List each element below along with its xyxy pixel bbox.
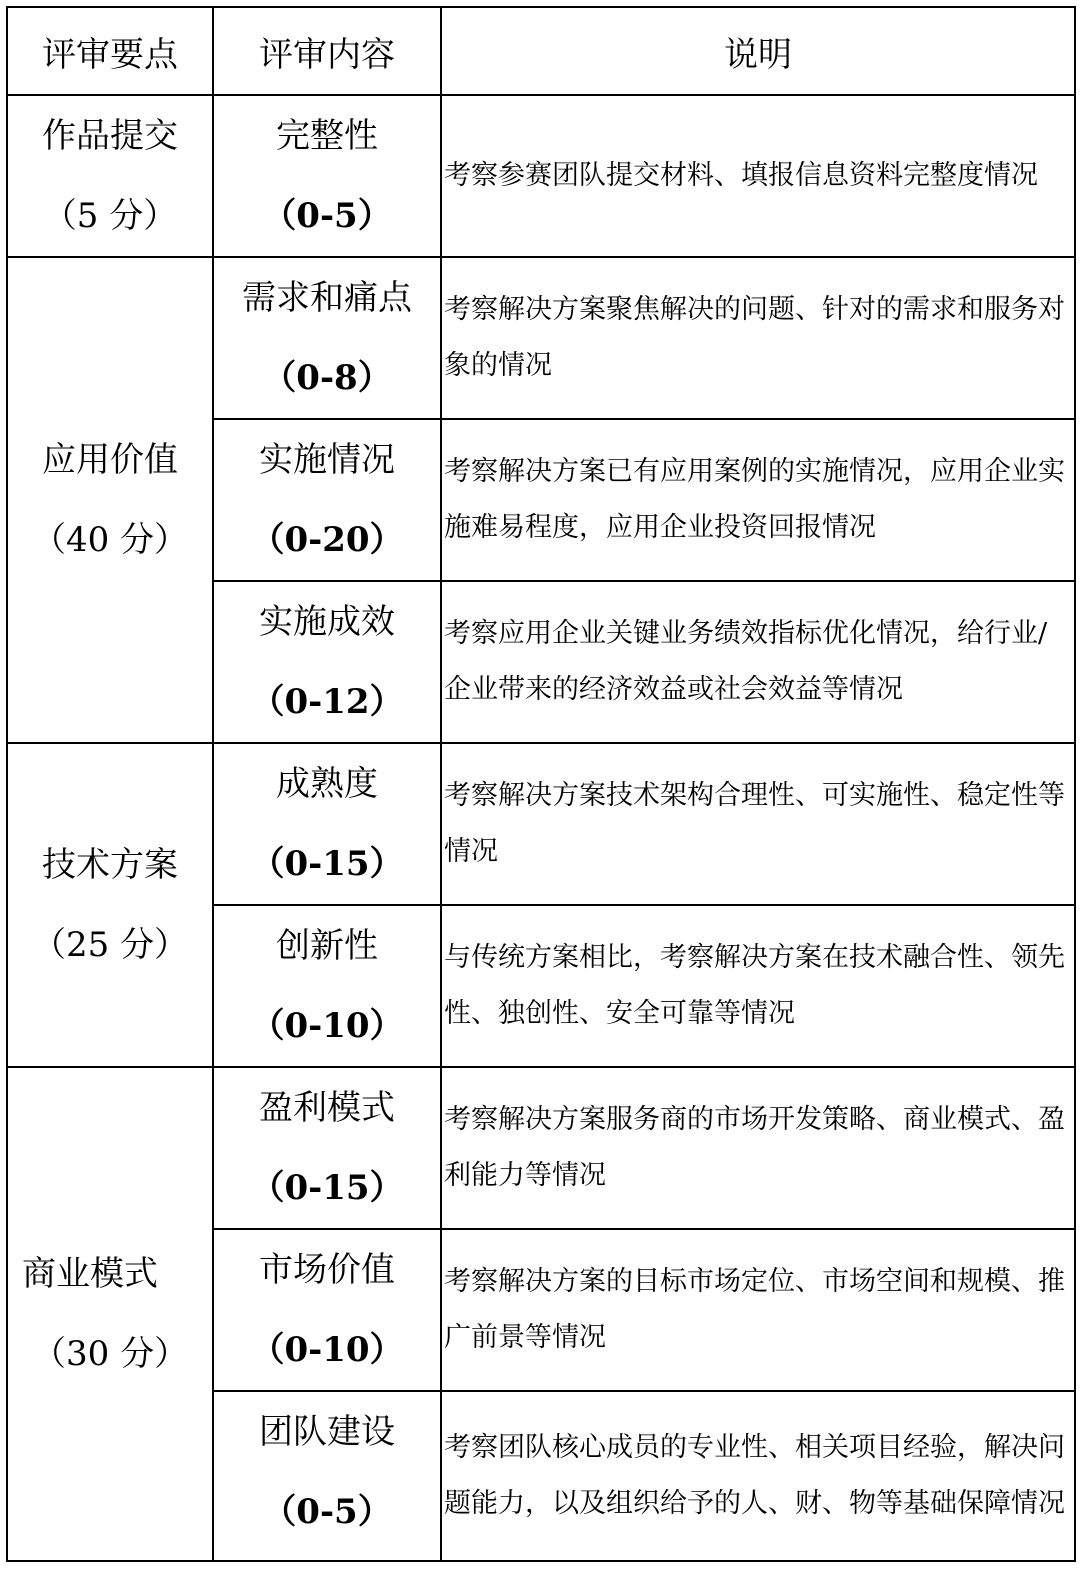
criterion-description: 考察应用企业关键业务绩效指标优化情况，给行业/企业带来的经济效益或社会效益等情况 <box>441 581 1075 743</box>
group-cell <box>7 743 213 1067</box>
header-evaluation-content: 评审内容 <box>213 7 441 95</box>
criterion-description: 考察解决方案技术架构合理性、可实施性、稳定性等情况 <box>441 743 1075 905</box>
table-row <box>7 743 1075 905</box>
group-title: 作品提交 <box>42 116 178 156</box>
criterion-name: 需求和痛点 <box>242 278 412 318</box>
criterion-description: 考察解决方案已有应用案例的实施情况，应用企业实施难易程度，应用企业投资回报情况 <box>441 419 1075 581</box>
group-points: （30 分） <box>32 1334 189 1374</box>
criterion-name: 团队建设 <box>259 1412 395 1452</box>
criterion-score: （0-15） <box>250 844 404 884</box>
group-points: （40 分） <box>31 520 189 560</box>
criterion-cell <box>213 257 441 419</box>
criterion-score: （0-10） <box>250 1330 404 1370</box>
criterion-cell <box>213 743 441 905</box>
group-points: （5 分） <box>42 196 178 236</box>
criterion-name: 市场价值 <box>259 1250 395 1290</box>
criterion-cell <box>213 581 441 743</box>
group-title: 技术方案 <box>42 845 178 885</box>
table-row <box>7 1067 1075 1229</box>
criterion-cell <box>213 1229 441 1391</box>
group-cell <box>7 95 213 257</box>
group-points: （25 分） <box>31 925 189 965</box>
criterion-cell <box>213 1067 441 1229</box>
table-row <box>7 95 1075 257</box>
criterion-score: （0-8） <box>262 358 392 398</box>
criterion-cell <box>213 1391 441 1561</box>
criterion-description: 考察团队核心成员的专业性、相关项目经验，解决问题能力，以及组织给予的人、财、物等基础保障情况 <box>441 1391 1075 1561</box>
criterion-description: 考察解决方案的目标市场定位、市场空间和规模、推广前景等情况 <box>441 1229 1075 1391</box>
criterion-score: （0-5） <box>262 1492 392 1532</box>
criterion-description: 考察解决方案服务商的市场开发策略、商业模式、盈利能力等情况 <box>441 1067 1075 1229</box>
group-cell <box>7 257 213 743</box>
group-title: 应用价值 <box>42 440 178 480</box>
criterion-cell <box>213 905 441 1067</box>
header-evaluation-point: 评审要点 <box>7 7 213 95</box>
criterion-score: （0-10） <box>250 1006 404 1046</box>
criterion-description: 与传统方案相比，考察解决方案在技术融合性、领先性、独创性、安全可靠等情况 <box>441 905 1075 1067</box>
group-cell <box>7 1067 213 1561</box>
evaluation-table <box>6 6 1076 1562</box>
table-row <box>7 257 1075 419</box>
criterion-description: 考察参赛团队提交材料、填报信息资料完整度情况 <box>441 95 1075 257</box>
group-title: 商业模式 <box>22 1254 158 1294</box>
criterion-name: 实施情况 <box>259 440 395 480</box>
criterion-description: 考察解决方案聚焦解决的问题、针对的需求和服务对象的情况 <box>441 257 1075 419</box>
criterion-name: 完整性 <box>276 116 378 156</box>
criterion-cell <box>213 419 441 581</box>
criterion-name: 盈利模式 <box>259 1088 395 1128</box>
criterion-name: 实施成效 <box>259 602 395 642</box>
criterion-cell <box>213 95 441 257</box>
criterion-name: 创新性 <box>276 926 378 966</box>
criterion-score: （0-15） <box>250 1168 404 1208</box>
criterion-name: 成熟度 <box>276 764 378 804</box>
header-description: 说明 <box>441 7 1075 95</box>
criterion-score: （0-12） <box>250 682 404 722</box>
criterion-score: （0-5） <box>262 196 392 236</box>
criterion-score: （0-20） <box>250 520 404 560</box>
